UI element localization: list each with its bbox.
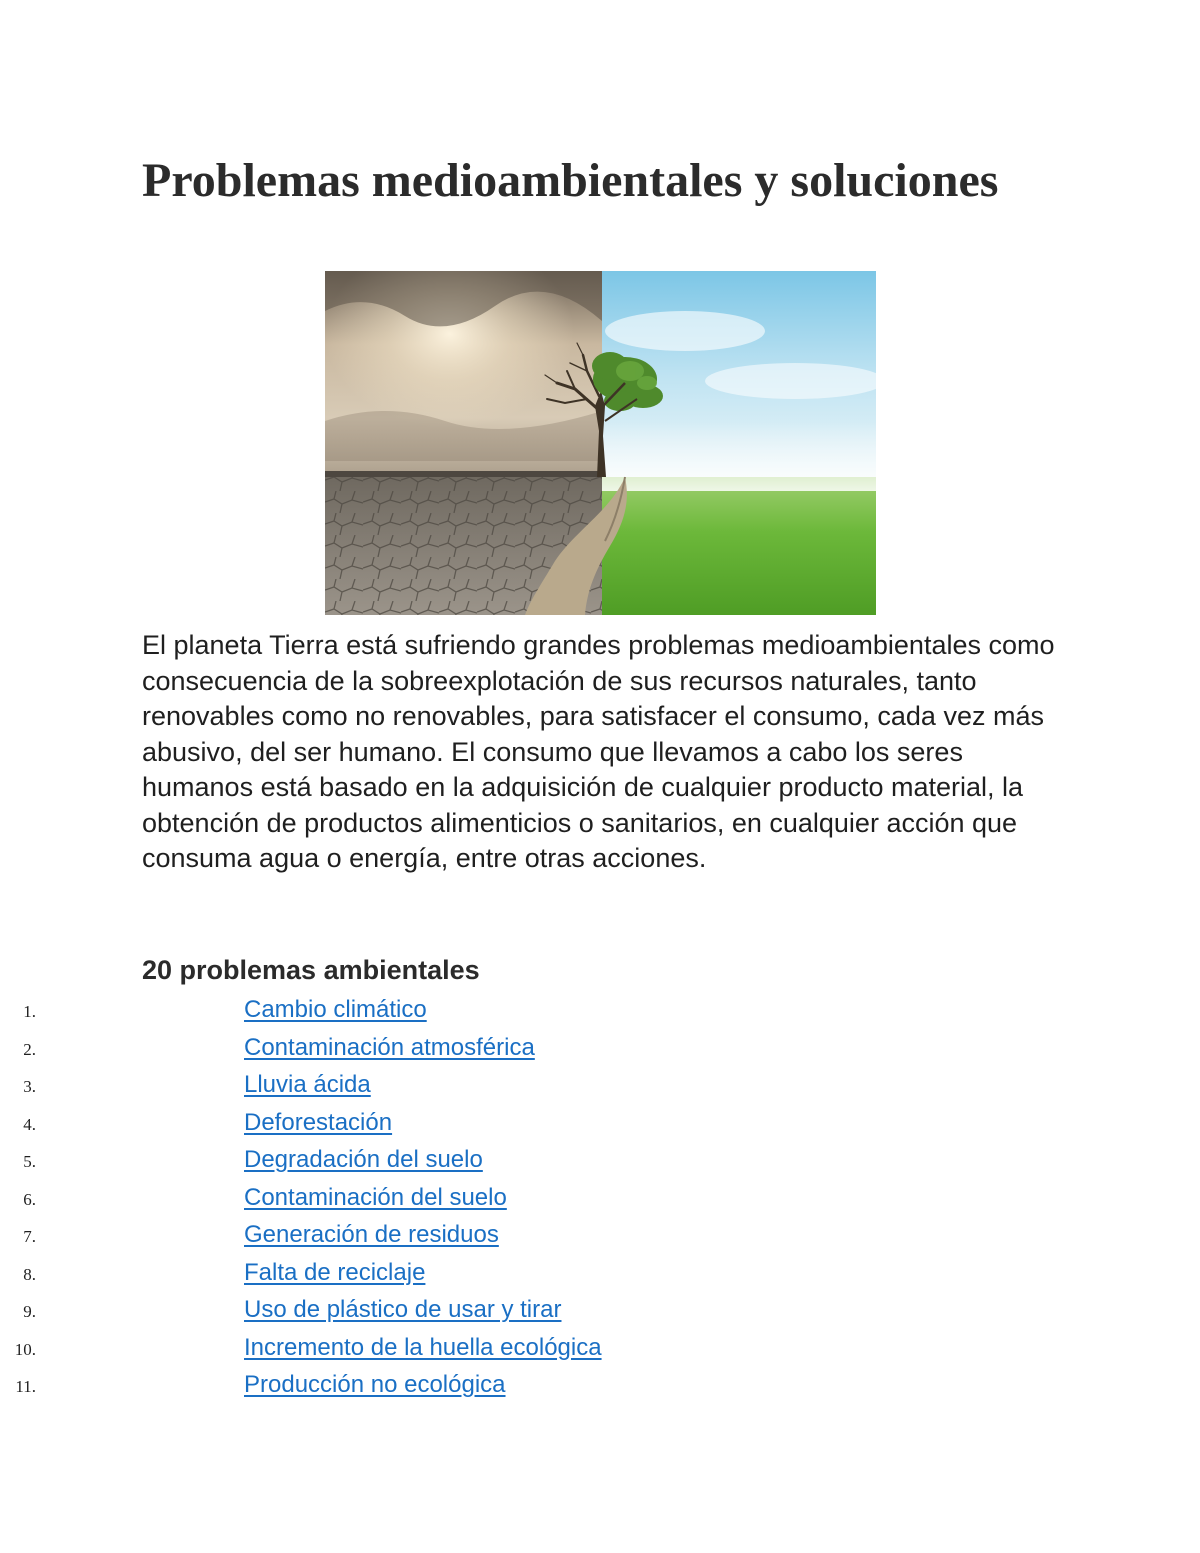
problem-link-plastico-usar-tirar[interactable]: Uso de plástico de usar y tirar bbox=[244, 1296, 562, 1323]
list-number: 9. bbox=[23, 1302, 36, 1321]
problems-heading: 20 problemas ambientales bbox=[142, 955, 480, 985]
list-item bbox=[0, 991, 1000, 1029]
list-item bbox=[0, 1029, 1000, 1067]
problem-link-contaminacion-suelo[interactable]: Contaminación del suelo bbox=[244, 1183, 507, 1211]
problem-link-huella-ecologica[interactable]: Incremento de la huella ecológica bbox=[244, 1333, 602, 1361]
problem-link-produccion-no-ecologica[interactable]: Producción no ecológica bbox=[244, 1371, 506, 1398]
problem-link-contaminacion-atmosferica[interactable]: Contaminación atmosférica bbox=[244, 1033, 535, 1061]
list-number: 4. bbox=[23, 1114, 36, 1134]
list-number: 6. bbox=[23, 1189, 36, 1209]
list-item bbox=[0, 1216, 1000, 1254]
problem-link-degradacion-suelo[interactable]: Degradación del suelo bbox=[244, 1146, 483, 1173]
list-number: 10. bbox=[14, 1339, 36, 1359]
problem-link-deforestacion[interactable]: Deforestación bbox=[244, 1108, 393, 1136]
problem-link-generacion-residuos[interactable]: Generación de residuos bbox=[244, 1221, 499, 1248]
problem-link-falta-reciclaje[interactable]: Falta de reciclaje bbox=[244, 1258, 426, 1286]
problem-link-lluvia-acida[interactable]: Lluvia ácida bbox=[244, 1071, 371, 1098]
problems-list bbox=[0, 991, 1000, 1404]
list-number: 2. bbox=[23, 1039, 36, 1059]
hero-image bbox=[325, 271, 876, 615]
list-number: 8. bbox=[23, 1264, 36, 1284]
list-number: 7. bbox=[23, 1227, 36, 1246]
list-item bbox=[0, 1329, 1000, 1367]
list-item bbox=[0, 1291, 1000, 1329]
list-number: 1. bbox=[23, 1002, 36, 1021]
problem-link-cambio-climatico[interactable]: Cambio climático bbox=[244, 996, 427, 1023]
page-title: Problemas medioambientales y soluciones bbox=[142, 154, 999, 207]
list-item bbox=[0, 1066, 1000, 1104]
list-number: 11. bbox=[15, 1377, 36, 1396]
list-item bbox=[0, 1104, 1000, 1142]
list-number: 5. bbox=[23, 1152, 36, 1171]
list-item bbox=[0, 1141, 1000, 1179]
climate-contrast-illustration bbox=[325, 271, 876, 615]
list-number: 3. bbox=[23, 1077, 36, 1096]
list-item bbox=[0, 1179, 1000, 1217]
list-item bbox=[0, 1254, 1000, 1292]
list-item bbox=[0, 1366, 1000, 1404]
intro-paragraph: El planeta Tierra está sufriendo grandes problemas medioambientales como consecuencia de la sobreexplotación de sus recursos naturales, tanto renovables como no renovables, para satisfacer el consumo, cada vez más abusivo, del ser humano. El consumo que llevamos a cabo los seres humanos está basado en la adquisición de cualquier producto material, la obtención de productos alimenticios o sanitarios, en cualquier acción que consuma agua o energía, entre otras acciones. bbox=[142, 630, 1055, 873]
